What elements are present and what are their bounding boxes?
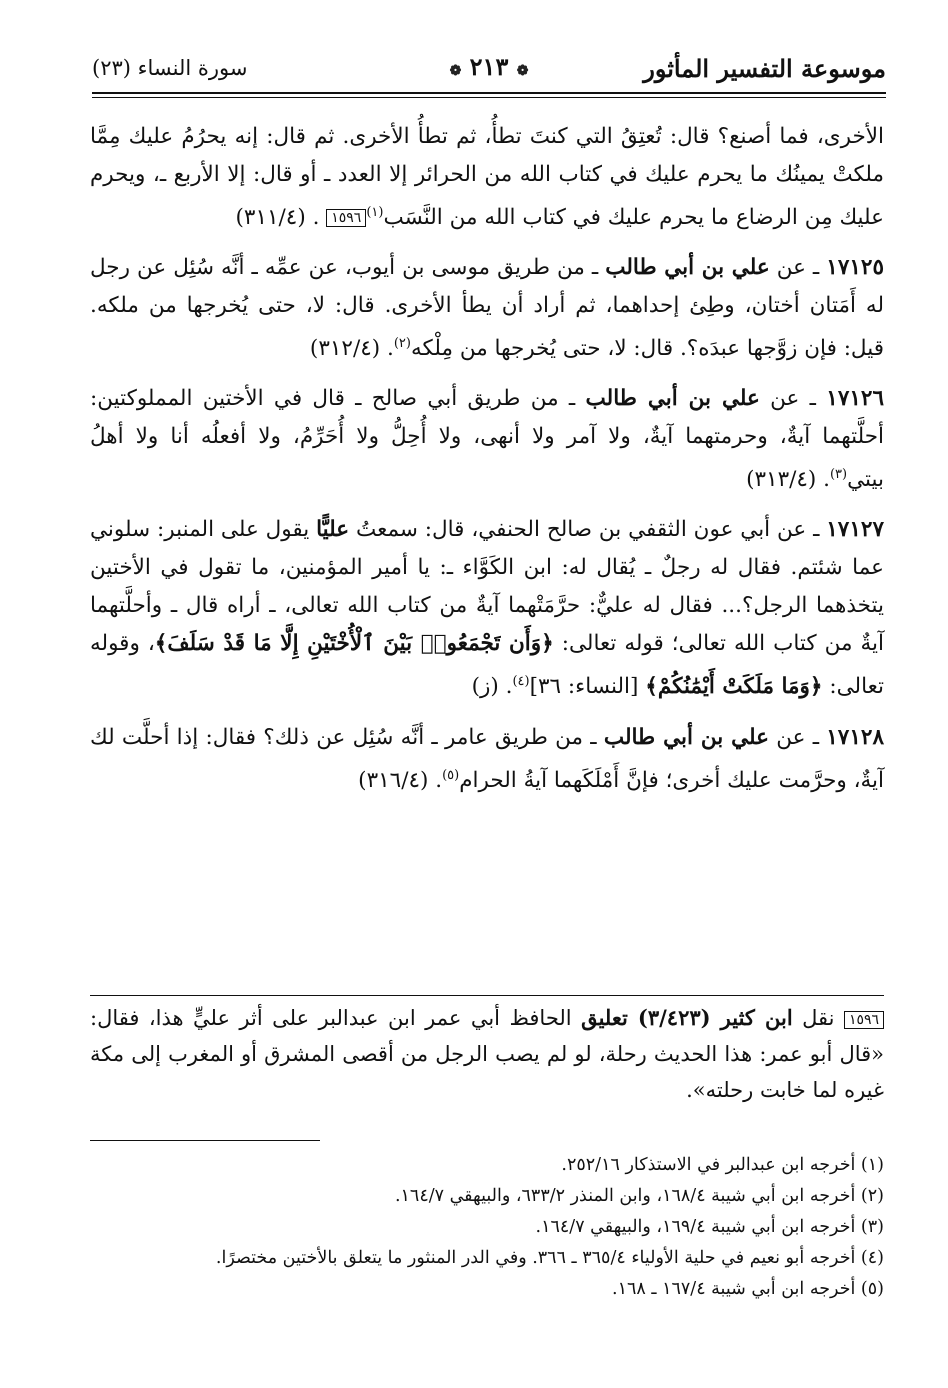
running-header [92,52,886,94]
footnote-marker: (٣) [829,467,848,483]
footnote: (٤) أخرجه أبو نعيم في حلية الأولياء ٣٦٥/٤ ـ ٣٦٦. وفي الدر المنثور ما يتعلق بالأختين مختصرًا. [215,1248,884,1268]
narrator-name: علي بن أبي طالب [605,255,770,281]
header-rule [92,92,886,94]
quran-verse: ﴿وَأَن تَجْمَعُوا۟ بَيْنَ ٱلْأُخْتَيْنِ إِلَّا مَا قَدْ سَلَفَ﴾ [154,631,554,657]
footnote-marker: (١) [366,205,384,220]
narrator-name: عليًّا [316,517,350,543]
narrator-name: علي بن أبي طالب [603,724,769,750]
footnote-marker: (٢) [393,336,411,352]
verse-citation: [النساء: ٣٦] [529,674,646,700]
athar-entry: ١٧١٢٧ ـ عن أبي عون الثقفي بن صالح الحنفي، قال: سمعتُ عليًّا يقول على المنبر: سلوني عما شئتم. فقال له رجلٌ ـ يُقال له: ابن الكَوَّاء ـ: يا أمير المؤمنين، ما تقول في الأختين يتخذهما الرجل؟... فقال له عليٌّ: حرَّمَتْهما آيةٌ من كتاب الله تعالى، ـ أراه قال ـ وأحلَّتهما آيةٌ من كتاب الله تعالى؛ قوله تعالى: ﴿وَأَن تَجْمَعُوا۟ بَيْنَ ٱلْأُخْتَيْنِ إِلَّا مَا قَدْ سَلَفَ﴾، وقوله تعالى: ﴿وَمَا مَلَكَتْ أَيْمَٰنُكُمْ﴾ [النساء: ٣٦]$^{(٤)}$. (ز) [90,517,884,700]
footnote: (٢) أخرجه ابن أبي شيبة ١٦٨/٤، وابن المنذر ٦٣٣/٢، والبيهقي ١٦٤/٧. [394,1186,884,1206]
quran-verse: ﴿وَمَا مَلَكَتْ أَيْمَٰنُكُمْ﴾ [645,674,823,700]
footnotes [90,1150,884,1305]
narrator-name: علي بن أبي طالب [585,386,760,412]
footnote: (١) أخرجه ابن عبدالبر في الاستذكار ٢٥٢/١٦. [561,1155,884,1175]
volume-reference: . (٣١٢/٤) [309,336,394,362]
continuation-paragraph: الأخرى، فما أصنع؟ قال: تُعتِقُ التي كنتَ تطأُ، ثم تطأُ الأخرى. ثم قال: إنه يحرُمُ عليك مِمَّا ملكتْ يمينُك ما يحرم عليك في كتاب الله من الحرائر إلا العدد ـ أو قال: إلا الأربع ـ، ويحرم عليك مِن الرضاع ما يحرم عليك في كتاب الله من النَّسَب$^{(١)}$١٥٩٦ . (٣١١/٤) [90,124,884,231]
entry-number: ١٧١٢٦ [826,386,885,412]
page-number: ٢١٣ [469,52,509,81]
footnote-marker: (٤) [512,674,530,690]
commentary-box-number: ١٥٩٦ [326,209,366,227]
commentary-box-number: ١٥٩٦ [844,1011,884,1029]
footnote-marker: (٥) [442,767,460,783]
volume-reference: . (٣١٣/٤) [746,467,830,493]
footnote: (٣) أخرجه ابن أبي شيبة ١٦٩/٤، والبيهقي ١٦٤/٧. [535,1217,884,1237]
entry-number: ١٧١٢٧ [826,517,884,543]
commentary-author: ابن كثير (٣/٤٢٣) [637,1005,793,1030]
surah-name: سورة النساء (٢٣) [92,56,248,80]
entry-number: ١٧١٢٨ [826,724,884,750]
athar-entry: ١٧١٢٥ ـ عن علي بن أبي طالب ـ من طريق موسى بن أيوب، عن عمِّه ـ أنَّه سُئِل عن رجل له أَمَتان أختان، وطِئ إحداهما، ثم أراد أن يطأ الأخرى. قال: لا، حتى يُخرجها من ملكه. قيل: فإن زوَّجها عبدَه؟. قال: لا، حتى يُخرجها من مِلْكه$^{(٢)}$. (٣١٢/٤) [90,255,885,362]
ornament-left-icon: ❁ [449,63,462,79]
ornament-right-icon: ❁ [516,63,529,79]
book-title: موسوعة التفسير المأثور [643,54,886,83]
entry-number: ١٧١٢٥ [826,255,885,281]
commentary-note: ١٥٩٦ نقل ابن كثير (٣/٤٢٣) تعليق الحافظ أبي عمر ابن عبدالبر على أثر عليٍّ هذا، فقال: «قال أبو عمر: هذا الحديث رحلة، لو لم يصب الرجل من أقصى المشرق أو المغرب إلى مكة غيره لما خابت رحلته». [90,1005,884,1102]
main-text [90,118,884,800]
volume-reference: . (٣١٦/٤) [358,767,443,793]
volume-reference: . (ز) [471,674,513,700]
athar-entry: ١٧١٢٦ ـ عن علي بن أبي طالب ـ من طريق أبي صالح ـ قال في الأختين المملوكتين: أحلَّتهما آيةٌ، وحرمتهما آيةٌ، ولا آمر ولا أنهى، ولا أُحِلُّ ولا أُحَرِّمُ، ولا أفعلُه أنا ولا أهلُ بيتي$^{(٣)}$. (٣١٣/٤) [90,386,885,493]
commentary-separator [90,995,884,996]
commentary-label: تعليق [581,1005,638,1030]
footnote-separator [90,1140,320,1141]
athar-entry: ١٧١٢٨ ـ عن علي بن أبي طالب ـ من طريق عامر ـ أنَّه سُئِل عن ذلك؟ فقال: إذا أحلَّت لك آيةٌ، وحرَّمت عليك أخرى؛ فإنَّ أَمْلَكَهما آيةُ الحرام$^{(٥)}$. (٣١٦/٤) [90,724,884,793]
footnote: (٥) أخرجه ابن أبي شيبة ١٦٧/٤ ـ ١٦٨. [612,1279,884,1299]
volume-reference: . (٣١١/٤) [235,205,320,231]
header-rule-thin [92,97,886,98]
